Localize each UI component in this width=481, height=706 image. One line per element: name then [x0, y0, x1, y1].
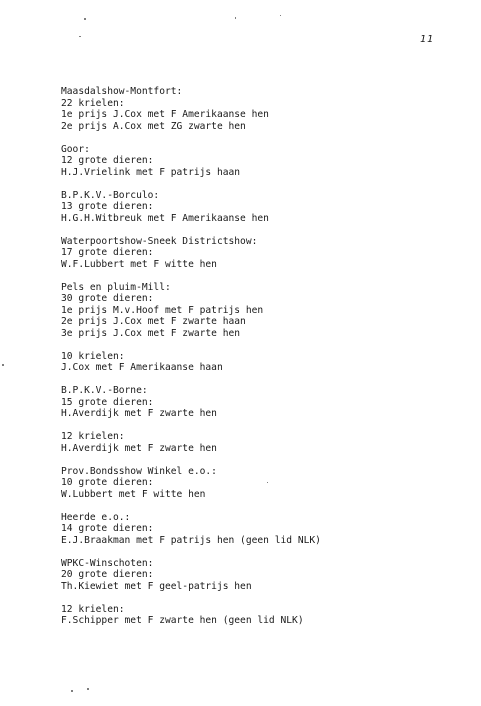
text-line: 2e prijs A.Cox met ZG zwarte hen: [61, 120, 246, 132]
section-heading: B.P.K.V.-Borculo:: [61, 189, 160, 201]
entry-section: [61, 236, 471, 271]
entry-section: [61, 512, 471, 547]
text-line: W.F.Lubbert met F witte hen: [61, 258, 217, 270]
text-line: H.J.Vrielink met F patrijs haan: [61, 166, 241, 178]
text-line: H.G.H.Witbreuk met F Amerikaanse hen: [61, 212, 269, 224]
entry-section: [61, 558, 471, 593]
entry-section: [61, 282, 471, 340]
section-heading: Pels en pluim-Mill:: [61, 281, 171, 293]
text-line: 14 grote dieren:: [61, 523, 154, 534]
text-line: J.Cox met F Amerikaanse haan: [61, 362, 223, 373]
text-line: 22 krielen:: [61, 97, 125, 109]
section-heading: 12 krielen:: [61, 603, 125, 615]
entry-section: [61, 466, 471, 501]
text-line: Th.Kiewiet met F geel-patrijs hen: [61, 580, 252, 592]
page-number: 11: [420, 34, 435, 45]
section-heading: B.P.K.V.-Borne:: [61, 385, 148, 396]
text-line: 2e prijs J.Cox met F zwarte haan: [61, 316, 246, 327]
text-line: E.J.Braakman met F patrijs hen (geen lid NLK): [61, 534, 321, 546]
text-line: 12 grote dieren:: [61, 155, 154, 166]
scan-speck: [79, 36, 81, 37]
entry-section: [61, 604, 471, 627]
scan-speck: [267, 482, 268, 483]
text-line: 13 grote dieren:: [61, 201, 154, 212]
text-line: 1e prijs J.Cox met F Amerikaanse hen: [61, 109, 269, 120]
section-heading: WPKC-Winschoten:: [61, 557, 154, 569]
text-line: 1e prijs M.v.Hoof met F patrijs hen: [61, 304, 264, 316]
text-line: 17 grote dieren:: [61, 247, 154, 258]
scan-speck: [235, 17, 236, 19]
scan-speck: [2, 364, 4, 366]
text-line: H.Averdijk met F zwarte hen: [61, 408, 217, 419]
scan-speck: [71, 690, 73, 692]
entry-section: [61, 431, 471, 454]
entry-section: [61, 351, 471, 374]
text-line: 3e prijs J.Cox met F zwarte hen: [61, 327, 241, 339]
entry-section: [61, 385, 471, 420]
scan-speck: [280, 15, 281, 16]
scan-speck: [87, 688, 89, 690]
entry-section: [61, 86, 471, 132]
text-line: 15 grote dieren:: [61, 396, 154, 408]
text-line: 20 grote dieren:: [61, 569, 154, 580]
text-line: H.Averdijk met F zwarte hen: [61, 442, 217, 454]
text-line: 30 grote dieren:: [61, 293, 154, 304]
section-heading: Maasdalshow-Montfort:: [61, 86, 183, 97]
section-heading: Heerde e.o.:: [61, 511, 131, 523]
scan-speck: [84, 18, 86, 20]
text-line: W.Lubbert met F witte hen: [61, 488, 206, 500]
section-heading: 12 krielen:: [61, 431, 125, 442]
entry-section: [61, 190, 471, 225]
section-heading: Prov.Bondsshow Winkel e.o.:: [61, 465, 217, 477]
section-heading: Goor:: [61, 143, 90, 155]
entry-section: [61, 144, 471, 179]
section-heading: Waterpoortshow-Sneek Districtshow:: [61, 235, 258, 247]
text-line: 10 grote dieren:: [61, 477, 154, 488]
document-body: [61, 86, 471, 638]
section-heading: 10 krielen:: [61, 350, 125, 362]
text-line: F.Schipper met F zwarte hen (geen lid NLK): [61, 615, 304, 626]
